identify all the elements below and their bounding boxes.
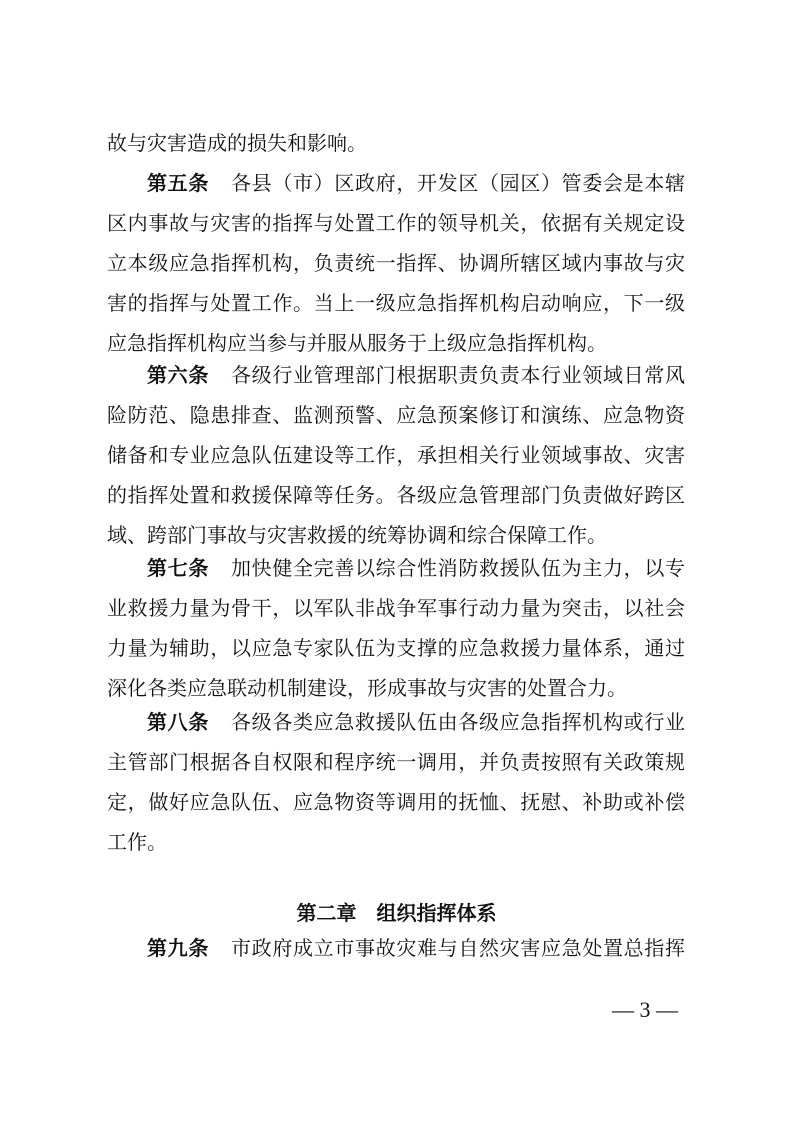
article-7-text: 加快健全完善以综合性消防救援队伍为主力，以专 xyxy=(231,556,685,580)
chapter-title: 组织指挥体系 xyxy=(376,901,497,925)
article-5-label: 第五条 xyxy=(147,171,209,195)
article-6-line-5: 域、跨部门事故与灾害救援的统筹协调和综合保障工作。 xyxy=(107,523,607,547)
article-7-line-3: 力量为辅助，以应急专家队伍为支撑的应急救援力量体系，通过 xyxy=(107,636,685,660)
article-8-line-3: 定，做好应急队伍、应急物资等调用的抚恤、抚慰、补助或补偿 xyxy=(107,790,685,814)
article-7-line-1 xyxy=(147,548,685,588)
chapter-number: 第二章 xyxy=(296,901,357,925)
continuation-line: 故与灾害造成的损失和影响。 xyxy=(107,131,367,155)
article-6-label: 第六条 xyxy=(147,363,209,387)
chapter-heading xyxy=(0,893,793,933)
article-9-line-1 xyxy=(147,928,685,968)
article-9-text: 市政府成立市事故灾难与自然灾害应急处置总指挥 xyxy=(231,936,685,960)
article-5-line-4: 害的指挥与处置工作。当上一级应急指挥机构启动响应，下一级 xyxy=(107,291,685,315)
article-5-line-1 xyxy=(147,163,685,203)
article-7-label: 第七条 xyxy=(147,556,209,580)
article-5-line-2: 区内事故与灾害的指挥与处置工作的领导机关，依据有关规定设 xyxy=(107,211,685,235)
article-8-line-1 xyxy=(147,702,685,742)
article-8-label: 第八条 xyxy=(147,710,209,734)
article-6-line-4: 的指挥处置和救援保障等任务。各级应急管理部门负责做好跨区 xyxy=(107,483,685,507)
article-7-line-2: 业救援力量为骨干，以军队非战争军事行动力量为突击，以社会 xyxy=(107,596,685,620)
article-6-text: 各级行业管理部门根据职责负责本行业领域日常风 xyxy=(231,363,685,387)
article-6-line-1 xyxy=(147,355,685,395)
article-9-label: 第九条 xyxy=(147,936,209,960)
article-5-line-5: 应急指挥机构应当参与并服从服务于上级应急指挥机构。 xyxy=(107,331,607,355)
article-8-line-2: 主管部门根据各自权限和程序统一调用，并负责按照有关政策规 xyxy=(107,750,685,774)
article-6-line-2: 险防范、隐患排查、监测预警、应急预案修订和演练、应急物资 xyxy=(107,403,685,427)
article-5-text: 各县（市）区政府，开发区（园区）管委会是本辖 xyxy=(231,171,685,195)
article-8-text: 各级各类应急救援队伍由各级应急指挥机构或行业 xyxy=(231,710,685,734)
page-number: — 3 — xyxy=(612,997,678,1022)
article-6-line-3: 储备和专业应急队伍建设等工作，承担相关行业领域事故、灾害 xyxy=(107,443,685,467)
article-5-line-3: 立本级应急指挥机构，负责统一指挥、协调所辖区域内事故与灾 xyxy=(107,251,685,275)
article-8-line-4: 工作。 xyxy=(107,830,167,854)
article-7-line-4: 深化各类应急联动机制建设，形成事故与灾害的处置合力。 xyxy=(107,676,627,700)
